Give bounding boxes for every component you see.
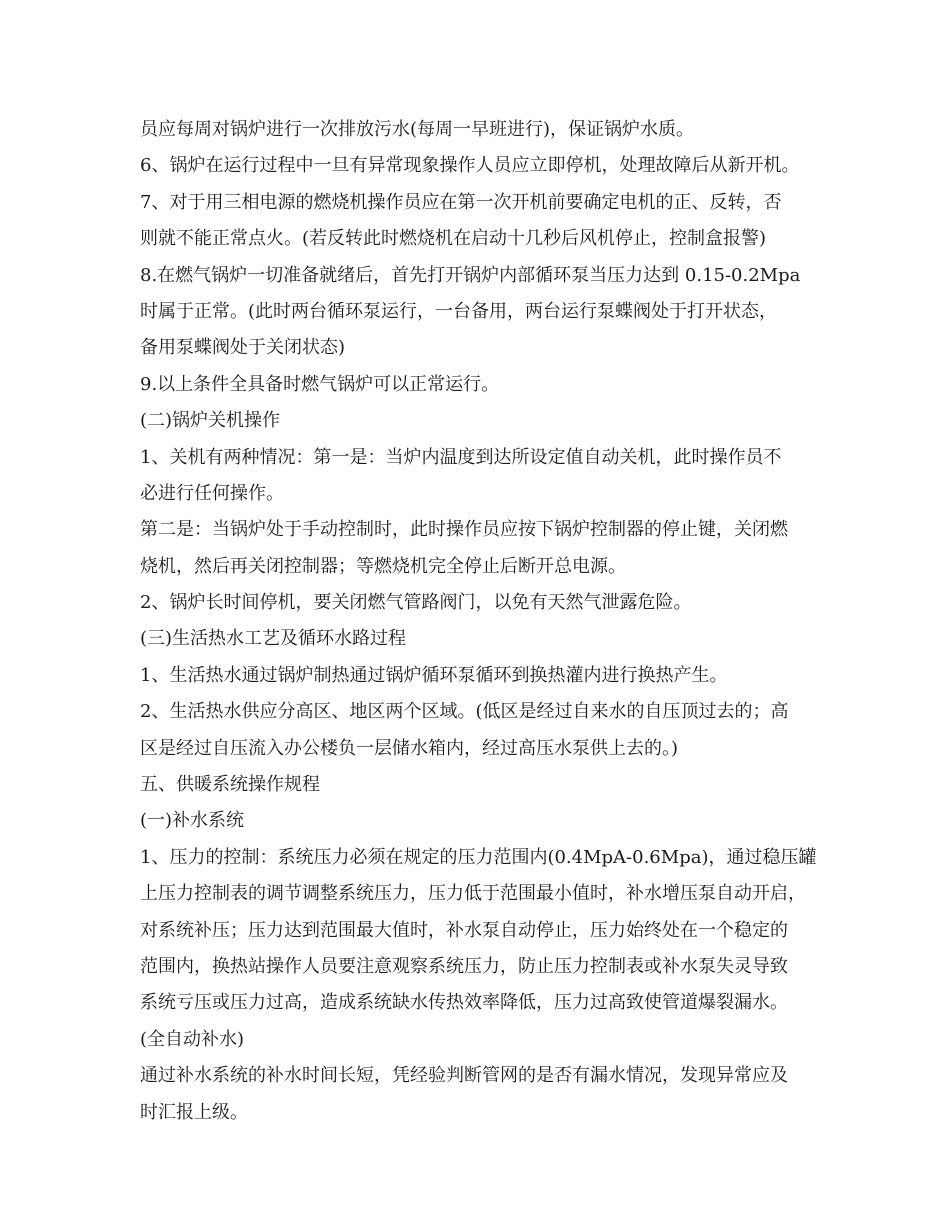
text-line: 1、生活热水通过锅炉制热通过锅炉循环泵循环到换热灌内进行换热产生。	[140, 664, 728, 686]
text-line: 员应每周对锅炉进行一次排放污水(每周一早班进行)，保证锅炉水质。	[140, 119, 695, 140]
text-line: 2、锅炉长时间停机，要关闭燃气管路阀门，以免有天然气泄露危险。	[140, 592, 692, 614]
text-line: 则就不能正常点火。(若反转此时燃烧机在启动十几秒后风机停止，控制盒报警)	[140, 228, 767, 250]
text-line: 必进行任何操作。	[140, 482, 284, 504]
text-line: 对系统补压；压力达到范围最大值时，补水泵自动停止，压力始终处在一个稳定的	[140, 919, 788, 941]
text-line: 7、对于用三相电源的燃烧机操作员应在第一次开机前要确定电机的正、反转，否	[140, 191, 782, 213]
text-line: (全自动补水)	[140, 1028, 245, 1050]
text-line: 时属于正常。(此时两台循环泵运行，一台备用，两台运行泵蝶阀处于打开状态，	[140, 300, 778, 322]
chapter-heading: 五、供暖系统操作规程	[140, 774, 320, 796]
text-line: 通过补水系统的补水时间长短，凭经验判断管网的是否有漏水情况，发现异常应及	[140, 1065, 788, 1087]
text-line: 第二是：当锅炉处于手动控制时，此时操作员应按下锅炉控制器的停止键，关闭燃	[140, 519, 788, 541]
section-heading: (三)生活热水工艺及循环水路过程	[140, 628, 407, 650]
text-line: 范围内，换热站操作人员要注意观察系统压力，防止压力控制表或补水泵失灵导致	[140, 955, 788, 977]
text-line: 1、关机有两种情况：第一是：当炉内温度到达所设定值自动关机，此时操作员不	[140, 446, 782, 468]
text-line: 时汇报上级。	[140, 1101, 248, 1123]
text-line: 上压力控制表的调节调整系统压力，压力低于范围最小值时，补水增压泵自动开启，	[140, 883, 806, 905]
section-heading: (二)锅炉关机操作	[140, 410, 281, 432]
text-line: 备用泵蝶阀处于关闭状态)	[140, 337, 346, 359]
text-line: 1、压力的控制：系统压力必须在规定的压力范围内(0.4MpA-0.6Mpa)，通过稳压罐	[140, 846, 817, 868]
text-line: 区是经过自压流入办公楼负一层储水箱内，经过高压水泵供上去的。)	[140, 737, 679, 759]
text-line: 2、生活热水供应分高区、地区两个区域。(低区是经过自来水的自压顶过去的；高	[140, 701, 789, 723]
text-line: 9.以上条件全具备时燃气锅炉可以正常运行。	[140, 373, 500, 395]
text-line: 6、锅炉在运行过程中一旦有异常现象操作人员应立即停机，处理故障后从新开机。	[140, 155, 800, 177]
document-body	[140, 112, 830, 1131]
section-heading: (一)补水系统	[140, 810, 245, 832]
text-line: 系统亏压或压力过高，造成系统缺水传热效率降低，压力过高致使管道爆裂漏水。	[140, 992, 788, 1014]
text-line: 烧机，然后再关闭控制器；等燃烧机完全停止后断开总电源。	[140, 555, 626, 577]
text-line: 8.在燃气锅炉一切准备就绪后，首先打开锅炉内部循环泵当压力达到 0.15-0.2Mpa	[140, 264, 801, 286]
